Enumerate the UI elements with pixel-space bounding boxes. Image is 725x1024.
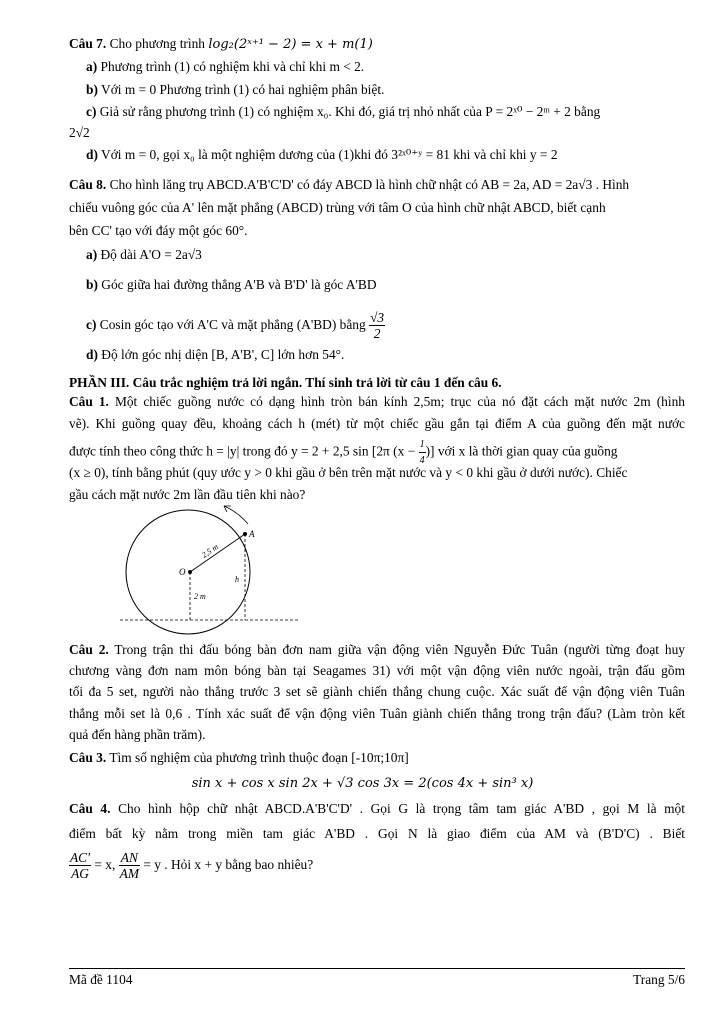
radius-line [190, 534, 245, 572]
q8-option-a: a) Độ dài A'O = 2a√3 [86, 247, 202, 262]
q7-option-b: b) Với m = 0 Phương trình (1) có hai nghiệm phân biệt. [86, 82, 385, 97]
label-h: h [235, 575, 239, 584]
q7-option-a: a) Phương trình (1) có nghiệm khi và chỉ khi m < 2. [86, 59, 365, 74]
q1-heading: Câu 1. [69, 394, 109, 409]
q1-fraction: $\frac{1}{4}$ [419, 439, 425, 466]
q2-line-5: quả đến hàng phần trăm). [69, 727, 206, 742]
q2-line-2: chương vàng đơn nam môn bóng bàn tại Seagames 31) với một vận động viên nước ngoài, trận đấu gồm [69, 663, 685, 678]
q1-line-5: gầu cách mặt nước 2m lần đầu tiên khi nào? [69, 487, 306, 502]
q3-heading: Câu 3. [69, 750, 107, 765]
q4-line-1: Câu 4. Cho hình hộp chữ nhật ABCD.A'B'C'D' . Gọi G là trọng tâm tam giác A'BD , gọi M là một [69, 801, 685, 816]
q4-fraction-2: $\frac{AN}{AM}$ [119, 850, 139, 882]
q4-line-2: điểm bất kỳ nằm trong miền tam giác A'BD . Gọi N là giao điểm của AM và (B'D'C) . Biết [69, 826, 685, 841]
q3-equation: sin x + cos x sin 2x + √3 cos 3x = 2(cos 4x + sin³ x) [191, 776, 534, 791]
footer-rule [69, 968, 685, 969]
footer-exam-code: Mã đề 1104 [69, 972, 133, 987]
q4-fraction-1: $\frac{AC'}{AG}$ [70, 850, 90, 882]
point-a-dot [243, 532, 247, 536]
q4-heading: Câu 4. [69, 801, 111, 816]
q1-line-4: (x ≥ 0), tính bằng phút (quy ước y > 0 khi gầu ở bên trên mặt nước và y < 0 khi gầu ở dưới nước). Chiếc [69, 465, 628, 480]
q7-stem: Câu 7. Cho phương trình log₂(2ˣ⁺¹ − 2) = x + m(1) [69, 36, 373, 52]
label-o: O [179, 567, 186, 577]
q3-line-1: Câu 3. Tìm số nghiệm của phương trình thuộc đoạn [-10π;10π] [69, 750, 409, 765]
label-depth: 2 m [194, 592, 206, 601]
q1-line-3: được tính theo công thức h = |y| trong đó y = 2 + 2,5 sin [2π (x − $\frac{1}{4}$ )] với x là thời gian quay của guồng [69, 439, 618, 466]
part3-title: PHẦN III. Câu trắc nghiệm trả lời ngắn. Thí sinh trả lời từ câu 1 đến câu 6. [69, 375, 502, 390]
q8-stem-1: Câu 8. Cho hình lăng trụ ABCD.A'B'C'D' có đáy ABCD là hình chữ nhật có AB = 2a, AD = 2a√3 . Hình [69, 177, 630, 192]
q8-c-fraction: $\frac{√3}{2}$ [370, 310, 385, 342]
q2-line-1: Câu 2. Trong trận thi đấu bóng bàn đơn nam giữa vận động viên Nguyễn Đức Tuân (người từng đoạt huy [69, 642, 685, 657]
q1-line-1: Câu 1. Một chiếc guồng nước có dạng hình tròn bán kính 2,5m; trục của nó đặt cách mặt nước 2m (hình [69, 394, 685, 409]
center-dot [188, 570, 192, 574]
q8-stem-3: bên CC' tạo với đáy một góc 60°. [69, 223, 248, 238]
rotation-arrow [224, 506, 248, 524]
q7-heading: Câu 7. [69, 36, 107, 51]
q1-line-2: vẽ). Khi guồng quay đều, khoảng cách h (mét) từ một chiếc gầu gắn tại điểm A của guồng đến mặt nước [69, 416, 685, 431]
q8-option-c: c) Cosin góc tạo với A'C và mặt phẳng (A'BD) bằng $\frac{√3}{2}$ [86, 310, 385, 342]
water-wheel-figure [120, 500, 300, 640]
q2-line-3: tối đa 5 set, người nào thắng trước 3 set sẽ giành chiến thắng chung cuộc. Xác suất để vận động viên Tuân [69, 684, 685, 699]
q8-heading: Câu 8. [69, 177, 107, 192]
label-radius: 2,5 m [200, 542, 220, 560]
q8-option-d: d) Độ lớn góc nhị diện [B, A'B', C] lớn hơn 54°. [86, 347, 345, 362]
q4-line-3: $\frac{AC'}{AG}$ = x, $\frac{AN}{AM}$ = y . Hỏi x + y bằng bao nhiêu? [70, 850, 314, 882]
footer-page-number: Trang 5/6 [633, 972, 685, 987]
q7-equation: log₂(2ˣ⁺¹ − 2) = x + m(1) [208, 37, 373, 52]
q7-option-c: c) Giả sử rằng phương trình (1) có nghiệm x₀. Khi đó, giá trị nhỏ nhất của P = 2ˣ⁰ − 2ᵐ + 2 bằng [86, 104, 601, 119]
q8-stem-2: chiếu vuông góc của A' lên mặt phẳng (ABCD) trùng với tâm O của hình chữ nhật ABCD, biết cạnh [69, 200, 606, 215]
q7-option-d: d) Với m = 0, gọi x₀ là một nghiệm dương của (1)khi đó 3²ˣ⁰⁺ʸ = 81 khi và chỉ khi y = 2 [86, 147, 558, 162]
q7-option-c-cont: 2√2 [69, 125, 90, 140]
q2-line-4: thắng mỗi set là 0,6 . Tính xác suất để vận động viên Tuân giành chiến thắng trong trận đấu? (Làm tròn kết [69, 706, 685, 721]
label-a: A [249, 529, 255, 539]
q2-heading: Câu 2. [69, 642, 109, 657]
q8-option-b: b) Góc giữa hai đường thẳng A'B và B'D' là góc A'BD [86, 277, 377, 292]
